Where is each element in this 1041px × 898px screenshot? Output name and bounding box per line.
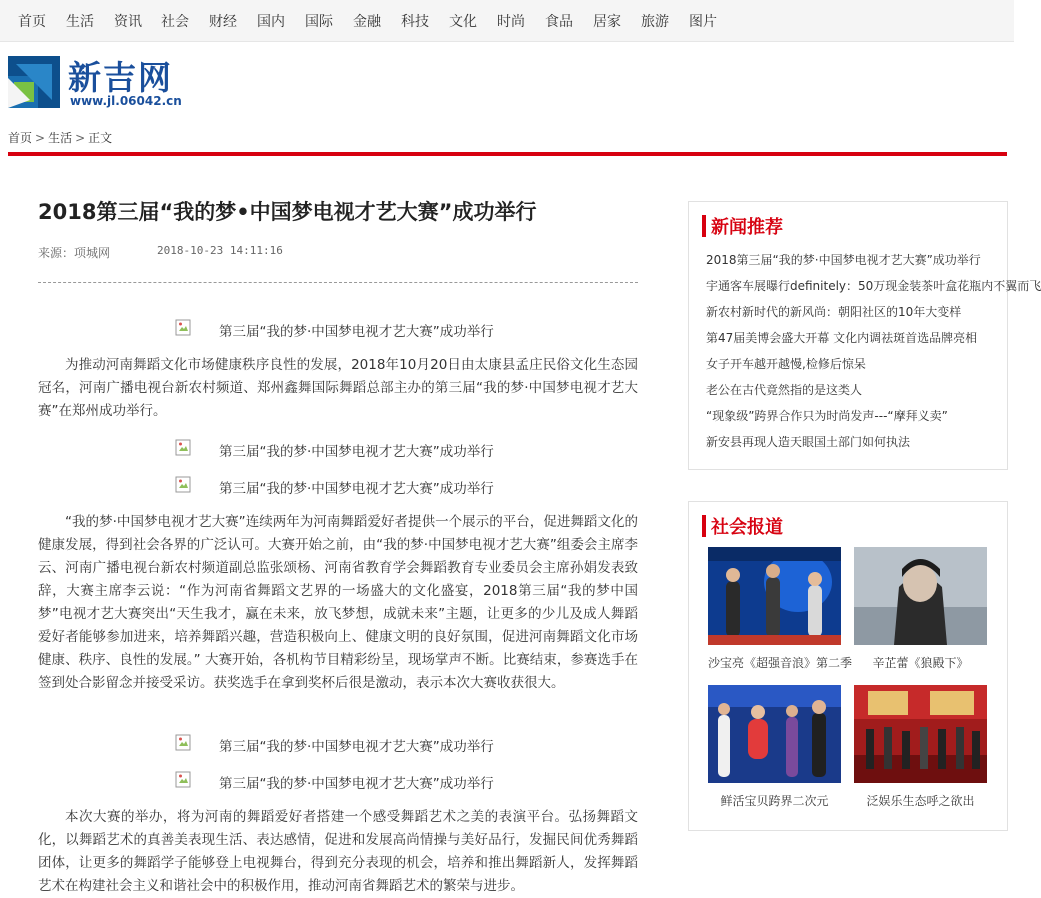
nav-travel[interactable]: 旅游 bbox=[641, 14, 669, 30]
broken-image-icon bbox=[175, 771, 192, 788]
broken-image-icon bbox=[175, 734, 192, 751]
nav-food[interactable]: 食品 bbox=[545, 14, 573, 30]
news-item[interactable]: 女子开车越开越慢,检修后惊呆 bbox=[706, 357, 866, 371]
article-image bbox=[38, 770, 638, 794]
logo-mark-icon bbox=[8, 56, 60, 108]
article-paragraph: “我的梦·中国梦电视才艺大赛”连续两年为河南舞蹈爱好者提供一个展示的平台，促进舞蹈文化的健康发展，得到社会各界的广泛认可。大赛开始之前，由“我的梦·中国梦电视才艺大赛”组委会主席李云、河南广播电视台新农村频道副总监张颂杨、河南省教育学会舞蹈教育专业委员会主席孙娟发表致辞，大赛主席李云说：“作为河南省舞蹈文艺界的一场盛大的文化盛宴，2018第三届“我的梦中国梦”电视才艺大赛突出“天生我才，赢在未来，放飞梦想，成就未来”主题，让更多的少儿及成人舞蹈爱好者能够参加进来，培养舞蹈兴趣，营造积极向上、健康文明的良好氛围，促进河南舞蹈文化市场健康、秩序、良性的发展。” 大赛开始，各机构节目精彩纷呈，现场掌声不断。比赛结束，参赛选手在签到处合影留念并接受采访。获奖选手在拿到奖杯后很是激动，表示本次大赛收获很大。 bbox=[38, 514, 638, 691]
social-box-title: 社会报道 bbox=[711, 517, 783, 538]
photo-thumbnail[interactable] bbox=[708, 547, 841, 645]
news-item[interactable]: 新农村新时代的新风尚：朝阳社区的10年大变样 bbox=[706, 305, 962, 319]
news-item[interactable]: 2018第三届“我的梦·中国梦电视才艺大赛”成功举行 bbox=[706, 253, 981, 267]
image-caption: 第三届“我的梦·中国梦电视才艺大赛”成功举行 bbox=[219, 444, 494, 460]
photo-caption[interactable]: 沙宝亮《超强音浪》第二季 bbox=[708, 656, 853, 670]
meta-divider bbox=[38, 282, 638, 283]
logo-name: 新吉网 bbox=[68, 58, 173, 97]
box-heading bbox=[702, 515, 783, 538]
photo-thumbnail[interactable] bbox=[854, 547, 987, 645]
article-image bbox=[38, 475, 638, 499]
nav-finance[interactable]: 财经 bbox=[209, 14, 237, 30]
article-paragraph: 为推动河南舞蹈文化市场健康秩序良性的发展，2018年10月20日由太康县孟庄民俗文化生态园冠名，河南广播电视台新农村频道、郑州鑫舞国际舞蹈总部主办的第三届“我的梦·中国梦电视才艺大赛”在郑州成功举行。 bbox=[38, 357, 638, 419]
news-item[interactable]: “现象级”跨界合作只为时尚发声---“摩拜义卖” bbox=[706, 409, 948, 423]
breadcrumb-separator: > bbox=[75, 131, 86, 145]
breadcrumb-separator: > bbox=[35, 131, 46, 145]
article-image bbox=[38, 438, 638, 462]
article-image bbox=[38, 733, 638, 757]
article bbox=[38, 196, 638, 894]
broken-image-icon bbox=[175, 439, 192, 456]
photo-thumbnail[interactable] bbox=[708, 685, 841, 783]
photo-thumbnail[interactable] bbox=[854, 685, 987, 783]
article-title: 2018第三届“我的梦•中国梦电视才艺大赛”成功举行 bbox=[38, 200, 537, 224]
image-caption: 第三届“我的梦·中国梦电视才艺大赛”成功举行 bbox=[219, 739, 494, 755]
news-item[interactable]: 宇通客车展曝行definitely：50万现金装茶叶盒花瓶内不翼而飞 bbox=[706, 279, 1041, 293]
photo-caption[interactable]: 辛芷蕾《狼殿下》 bbox=[872, 656, 969, 670]
news-box-title: 新闻推荐 bbox=[711, 217, 783, 238]
breadcrumb-home[interactable]: 首页 bbox=[8, 131, 33, 145]
photo-caption[interactable]: 泛娱乐生态呼之欲出 bbox=[866, 794, 975, 808]
article-image bbox=[38, 318, 638, 342]
image-caption: 第三届“我的梦·中国梦电视才艺大赛”成功举行 bbox=[219, 776, 494, 792]
photo-caption[interactable]: 鲜活宝贝跨界二次元 bbox=[720, 794, 829, 808]
social-report-box bbox=[688, 501, 1008, 831]
article-source: 来源：项城网 bbox=[38, 246, 111, 260]
nav-banking[interactable]: 金融 bbox=[353, 14, 381, 30]
news-item[interactable]: 第47届美博会盛大开幕 文化内调祛斑首选品牌亮相 bbox=[706, 331, 978, 345]
top-nav bbox=[0, 0, 1014, 42]
news-item[interactable]: 老公在古代竟然指的是这类人 bbox=[706, 383, 863, 397]
nav-society[interactable]: 社会 bbox=[161, 14, 189, 30]
image-caption: 第三届“我的梦·中国梦电视才艺大赛”成功举行 bbox=[219, 481, 494, 497]
image-caption: 第三届“我的梦·中国梦电视才艺大赛”成功举行 bbox=[219, 324, 494, 340]
header-divider bbox=[8, 152, 1007, 156]
nav-news[interactable]: 资讯 bbox=[114, 14, 142, 30]
nav-home[interactable]: 首页 bbox=[18, 14, 46, 30]
broken-image-icon bbox=[175, 319, 192, 336]
nav-tech[interactable]: 科技 bbox=[401, 14, 429, 30]
article-meta bbox=[38, 244, 283, 261]
nav-fashion[interactable]: 时尚 bbox=[497, 14, 525, 30]
article-time: 2018-10-23 14:11:16 bbox=[157, 244, 283, 257]
news-recommend-box bbox=[688, 201, 1041, 470]
breadcrumb-current: 正文 bbox=[88, 131, 113, 145]
nav-domestic[interactable]: 国内 bbox=[257, 14, 285, 30]
nav-photos[interactable]: 图片 bbox=[689, 14, 717, 30]
logo-url: www.jl.06042.cn bbox=[70, 94, 182, 108]
article-paragraph: 本次大赛的举办，将为河南的舞蹈爱好者搭建一个感受舞蹈艺术之美的表演平台。弘扬舞蹈文化，以舞蹈艺术的真善美表现生活、表达感情，促进和发展高尚情操与美好品行，发掘民间优秀舞蹈团体，让更多的舞蹈学子能够登上电视舞台，得到充分表现的机会，培养和推出舞蹈新人，发挥舞蹈艺术在构建社会主义和谐社会中的积极作用，推动河南省舞蹈艺术的繁荣与进步。 bbox=[38, 809, 638, 894]
nav-life[interactable]: 生活 bbox=[66, 14, 94, 30]
breadcrumb bbox=[8, 129, 112, 146]
site-logo[interactable] bbox=[8, 56, 208, 112]
news-item[interactable]: 新安县再现人造天眼国土部门如何执法 bbox=[706, 435, 911, 449]
breadcrumb-section[interactable]: 生活 bbox=[48, 131, 73, 145]
nav-international[interactable]: 国际 bbox=[305, 14, 333, 30]
box-heading bbox=[702, 215, 783, 238]
nav-home-living[interactable]: 居家 bbox=[593, 14, 621, 30]
broken-image-icon bbox=[175, 476, 192, 493]
nav-culture[interactable]: 文化 bbox=[449, 14, 477, 30]
